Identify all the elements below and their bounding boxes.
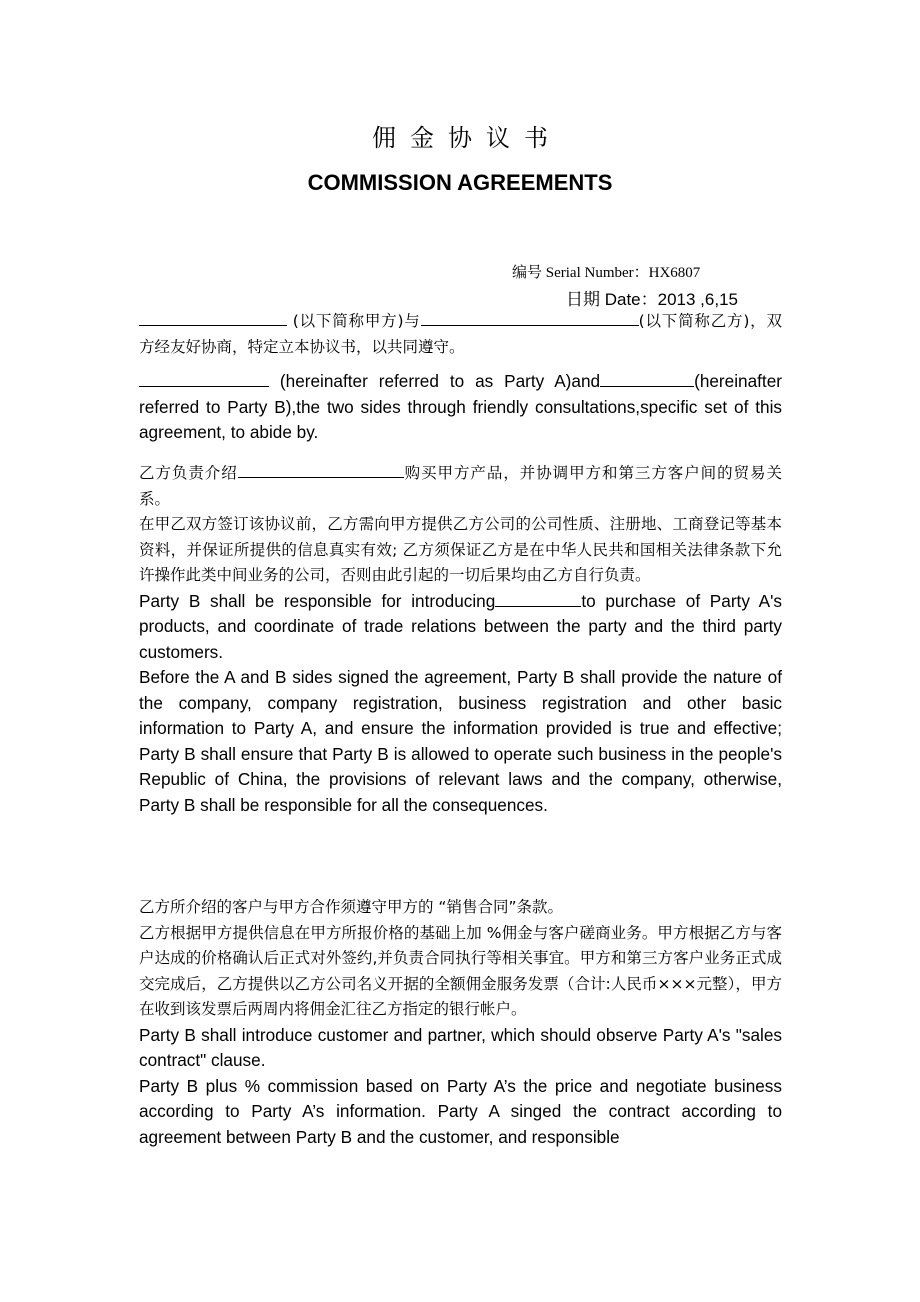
commission-en-2: Party B plus % commission based on Party A’s the price and negotiate business according to Party A’s information. Party A singed the contract according to agreement between Party B and the customer, and responsible (139, 1075, 782, 1147)
parties-cn-text-1: (以下简称甲方)与 (287, 312, 421, 330)
responsibility-cn-1b: 购买甲方产品，并协调甲方和第三方客户间的贸易关系。 (139, 464, 782, 508)
party-a-blank[interactable] (139, 308, 287, 326)
parties-paragraph-cn (139, 308, 782, 360)
parties-cn-text-2: (以下简称乙方)，双方经友好协商，特定立本协议书，以共同遵守。 (139, 312, 782, 356)
party-b-blank-en[interactable] (600, 369, 694, 387)
agreement-date: 日期 Date：2013 ,6,15 (566, 290, 738, 309)
responsibility-en-1 (139, 589, 782, 666)
parties-en-text-2: (hereinafter referred to Party B),the two sides through friendly consultations,specific set of this agreement, to abide by. (139, 371, 782, 442)
responsibility-en-1a: Party B shall be responsible for introducing (139, 590, 496, 611)
responsibility-cn-2: 在甲乙双方签订该协议前，乙方需向甲方提供乙方公司的公司性质、注册地、工商登记等基本资料，并保证所提供的信息真实有效; 乙方须保证乙方是在中华人民共和国相关法律条款下允许操作此类中间业务的公司，否则由此引起的一切后果均由乙方自行负责。 (139, 515, 782, 584)
parties-en-text-1: (hereinafter referred to as Party A)and (269, 371, 601, 391)
responsibility-cn-1 (139, 460, 782, 512)
responsibility-section (139, 460, 782, 818)
title-chinese: 佣金协议书 (372, 124, 562, 152)
product-blank[interactable] (238, 460, 404, 478)
responsibility-en-1b: to purchase of Party A's products, and coordinate of trade relations between the party and the third party customers. (139, 590, 782, 662)
product-blank-en[interactable] (495, 589, 581, 607)
commission-section (139, 895, 782, 1150)
parties-section (139, 308, 782, 446)
party-b-blank[interactable] (421, 308, 639, 326)
parties-paragraph-en (139, 369, 782, 446)
party-a-blank-en[interactable] (139, 369, 269, 387)
commission-en-1: Party B shall introduce customer and partner, which should observe Party A's "sales contract" clause. (139, 1024, 782, 1070)
commission-cn-2: 乙方根据甲方提供信息在甲方所报价格的基础上加 %佣金与客户磋商业务。甲方根据乙方与客户达成的价格确认后正式对外签约,并负责合同执行等相关事宜。甲方和第三方客户业务正式成交完成后，乙方提供以乙方公司名义开据的全额佣金服务发票（合计:人民币×××元整），甲方在收到该发票后两周内将佣金汇往乙方指定的银行帐户。 (139, 923, 782, 1018)
responsibility-cn-1a: 乙方负责介绍 (139, 464, 238, 482)
commission-cn-1: 乙方所介绍的客户与甲方合作须遵守甲方的 “销售合同”条款。 (139, 898, 563, 916)
title-english: COMMISSION AGREEMENTS (307, 170, 613, 195)
responsibility-en-2: Before the A and B sides signed the agreement, Party B shall provide the nature of the company, company registration, business registration and other basic information to Party A, and ensure the information provided is true and effective; Party B shall ensure that Party B is allowed to operate such business in the people's Republic of China, the provisions of relevant laws and the company, otherwise, Party B shall be responsible for all the consequences. (139, 667, 782, 815)
serial-number: 编号 Serial Number：HX6807 (512, 265, 701, 281)
